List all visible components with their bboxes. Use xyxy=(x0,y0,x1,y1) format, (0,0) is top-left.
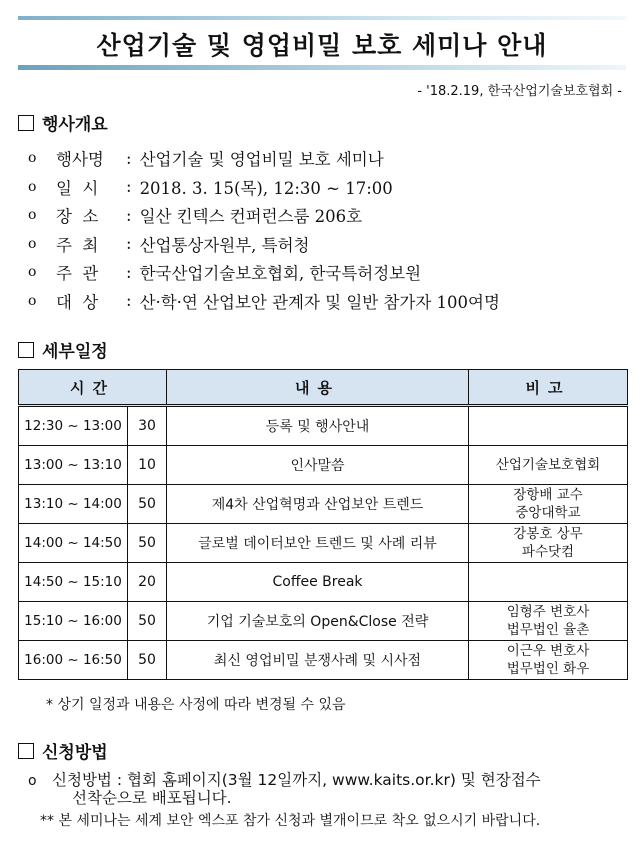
info-item: o 장 소 : 일산 킨텍스 컨퍼런스룸 206호 xyxy=(28,201,500,230)
info-item: o 일 시 : 2018. 3. 15(목), 12:30 ~ 17:00 xyxy=(28,173,500,202)
table-header-row xyxy=(19,370,628,406)
info-item: o 주 관 : 한국산업기술보호협회, 한국특허정보원 xyxy=(28,258,500,287)
cell-content: 등록 및 행사안내 xyxy=(167,406,469,446)
speaker-name: 이근우 변호사 xyxy=(506,643,590,659)
date-line: - '18.2.19, 한국산업기술보호협회 - xyxy=(417,84,622,99)
cell-note xyxy=(469,406,628,446)
table-row xyxy=(19,485,628,524)
speaker-affiliation: 중앙대학교 xyxy=(515,505,581,521)
info-value: 산·학·연 산업보안 관계자 및 일반 참가자 100여명 xyxy=(139,292,500,312)
info-value: 일산 킨텍스 컨퍼런스룸 206호 xyxy=(139,207,363,227)
cell-content: Coffee Break xyxy=(167,563,469,602)
application-line-2: 선착순으로 배포됩니다. xyxy=(72,789,232,807)
cell-time: 15:10 ~ 16:00 xyxy=(19,602,128,641)
schedule-table xyxy=(18,369,628,680)
application-note: ** 본 세미나는 세계 보안 엑스포 참가 신청과 별개이므로 착오 없으시기 바랍니다. xyxy=(40,813,541,829)
cell-time: 14:00 ~ 14:50 xyxy=(19,524,128,563)
cell-duration: 50 xyxy=(128,602,167,641)
cell-duration: 20 xyxy=(128,563,167,602)
cell-duration: 30 xyxy=(128,406,167,446)
header-time: 시간 xyxy=(19,370,167,406)
cell-time: 13:00 ~ 13:10 xyxy=(19,446,128,485)
cell-note xyxy=(469,563,628,602)
cell-note: 산업기술보호협회 xyxy=(469,446,628,485)
bullet-icon: o xyxy=(28,264,37,281)
checkbox-square-icon xyxy=(18,115,34,131)
cell-duration: 50 xyxy=(128,485,167,524)
section-heading-schedule xyxy=(18,337,108,362)
table-row xyxy=(19,563,628,602)
speaker-name: 강봉호 상무 xyxy=(513,526,583,542)
event-info-list xyxy=(28,144,500,315)
cell-duration: 50 xyxy=(128,641,167,680)
table-row xyxy=(19,446,628,485)
cell-content: 기업 기술보호의 Open&Close 전략 xyxy=(167,602,469,641)
header-content: 내용 xyxy=(167,370,469,406)
speaker-name: 장항배 교수 xyxy=(513,487,583,503)
bullet-icon: o xyxy=(28,773,37,789)
table-row xyxy=(19,602,628,641)
cell-time: 12:30 ~ 13:00 xyxy=(19,406,128,446)
cell-time: 13:10 ~ 14:00 xyxy=(19,485,128,524)
application-method xyxy=(28,772,541,807)
cell-content: 제4차 산업혁명과 산업보안 트렌드 xyxy=(167,485,469,524)
bullet-icon: o xyxy=(28,292,37,309)
cell-note xyxy=(469,485,628,524)
section-heading-label: 신청방법 xyxy=(42,743,108,763)
speaker-affiliation: 법무법인 율촌 xyxy=(506,622,590,638)
table-row xyxy=(19,406,628,446)
title-bottom-rule xyxy=(18,65,626,70)
info-value: 2018. 3. 15(목), 12:30 ~ 17:00 xyxy=(139,178,393,198)
cell-content: 인사말씀 xyxy=(167,446,469,485)
bullet-icon: o xyxy=(28,207,37,224)
info-item: o 대 상 : 산·학·연 산업보안 관계자 및 일반 참가자 100여명 xyxy=(28,287,500,316)
info-label: 대 상 xyxy=(56,292,99,312)
header-note: 비고 xyxy=(469,370,628,406)
info-item: o 주 최 : 산업통상자원부, 특허청 xyxy=(28,230,500,259)
title-top-rule xyxy=(18,16,626,20)
speaker-name: 임형주 변호사 xyxy=(506,604,590,620)
info-label: 주 최 xyxy=(56,235,99,255)
checkbox-square-icon xyxy=(18,743,34,759)
title-banner xyxy=(18,16,626,70)
speaker-affiliation: 법무법인 화우 xyxy=(506,661,590,677)
info-value: 산업기술 및 영업비밀 보호 세미나 xyxy=(139,150,384,170)
cell-duration: 50 xyxy=(128,524,167,563)
table-row xyxy=(19,641,628,680)
page-title: 산업기술 및 영업비밀 보호 세미나 안내 xyxy=(96,31,548,60)
info-label: 장 소 xyxy=(56,207,99,227)
info-label: 행사명 xyxy=(56,150,104,170)
info-label: 주 관 xyxy=(56,264,99,284)
bullet-icon: o xyxy=(28,235,37,252)
cell-content: 최신 영업비밀 분쟁사례 및 시사점 xyxy=(167,641,469,680)
section-heading-label: 세부일정 xyxy=(42,342,108,362)
schedule-footnote: * 상기 일정과 내용은 사정에 따라 변경될 수 있음 xyxy=(46,697,346,713)
cell-content: 글로벌 데이터보안 트렌드 및 사례 리뷰 xyxy=(167,524,469,563)
cell-note xyxy=(469,524,628,563)
cell-time: 16:00 ~ 16:50 xyxy=(19,641,128,680)
application-line: 신청방법 : 협회 홈페이지(3월 12일까지, www.kaits.or.kr) 및 현장접수 xyxy=(52,771,541,789)
table-row xyxy=(19,524,628,563)
cell-note xyxy=(469,641,628,680)
speaker-affiliation: 파수닷컴 xyxy=(521,544,575,560)
cell-duration: 10 xyxy=(128,446,167,485)
info-value: 산업통상자원부, 특허청 xyxy=(139,235,310,255)
section-heading-overview xyxy=(18,110,108,135)
section-heading-label: 행사개요 xyxy=(42,115,108,135)
checkbox-square-icon xyxy=(18,342,34,358)
info-label: 일 시 xyxy=(56,178,99,198)
info-item: o 행사명 : 산업기술 및 영업비밀 보호 세미나 xyxy=(28,144,500,173)
info-value: 한국산업기술보호협회, 한국특허정보원 xyxy=(139,264,422,284)
bullet-icon: o xyxy=(28,178,37,195)
section-heading-application xyxy=(18,738,108,763)
cell-time: 14:50 ~ 15:10 xyxy=(19,563,128,602)
bullet-icon: o xyxy=(28,150,37,167)
cell-note xyxy=(469,602,628,641)
